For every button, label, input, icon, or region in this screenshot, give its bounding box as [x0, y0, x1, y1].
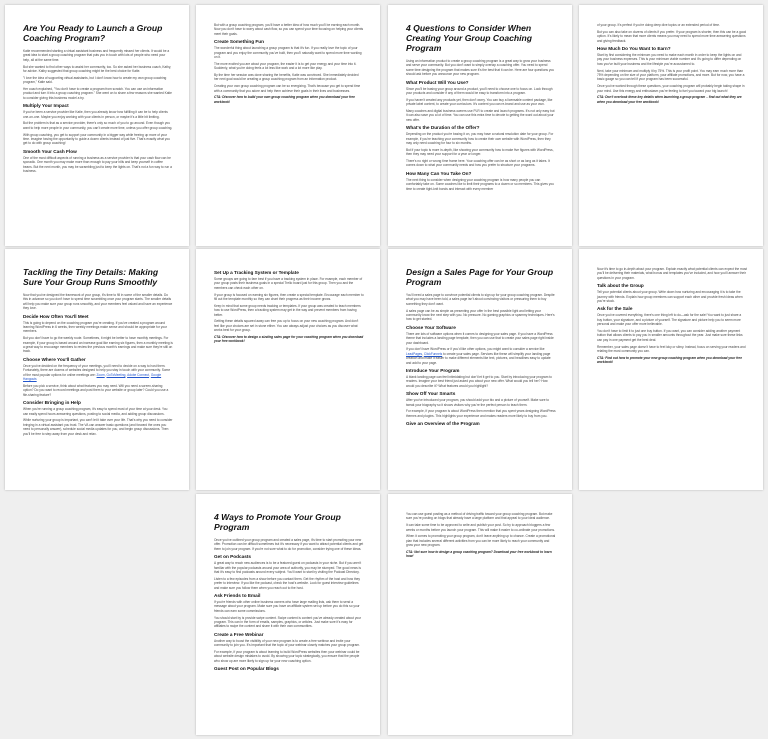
page-1: [5, 5, 189, 246]
paragraph: If your group is focused on earning six figures, then create a special template. Encourage each member to fill out the template monthly so they can chart their progress as their income grows.: [214, 292, 364, 302]
paragraph-text: Once you've decided on the frequency of your meetings, you'll need to decide on a way to host them. Fortunately, there are dozens of websites designed to help you stay in touch with your community. Some of the most popular options for online meetings are:: [23, 363, 171, 377]
paragraph: The wonderful thing about launching a group program is that it's fun. If you really love the topic of your program and you enjoy the community you've built, then you'll naturally want to spend more time working on it.: [214, 46, 362, 60]
paragraph: But she wanted to find other ways to assist her community, too. So she asked her business coach, Kathy, for advice. Kathy suggested that group coaching might be the best choice for Katie.: [23, 64, 172, 74]
paragraph: This is going to depend on the coaching program you're creating. If you've created a program around learning WordPress in 6 weeks, then weekly meetings make sense and should be appropriate for your members.: [23, 320, 167, 334]
paragraph: Some groups are going to fare best if you have a tracking system in place. For example, each member of your group posts their business goals in a special Trello board just for this group. Then you and the members can check each other on.: [214, 277, 363, 290]
paragraph: A great way to reach new audiences is to be a featured guest on podcasts in your niche. But if you aren't familiar with the popular podcasts around your area of authority, you may be stumped. The good news is that it's easy to find podcasts around every subject. You'll want to start by visiting the Podcast Directory.: [214, 561, 362, 575]
paragraph: Once you've worked through these questions, your coaching program will probably begin taking shape in your mind. Use this energy and enthusiasm you're feeling to fuel you toward your big launch!: [597, 84, 745, 93]
paragraph: Once you've covered everything, there's one thing left to do—ask for the sale! You want to just share a buy button, your signature, and a picture of yourself. The signature and picture help you to seem more personal and make your offer more believable.: [597, 313, 742, 327]
inline-link[interactable]: Adobe Connect: [127, 372, 150, 377]
call-to-action: CTA: Not sure how to design a group coaching program? Download your free workbook to learn how!: [406, 550, 552, 559]
paragraph: Keep in mind that some group needs tracking or templates. If your group was created to teach members how to use WordPress, then a tracking system may get in the way and prevent members from having better.: [214, 303, 361, 317]
paragraph: Creating your own group coaching program can be so energizing. That's because you get to spend time with a community that you adore and help them achieve their goals in their lives and businesses.: [214, 84, 361, 93]
page-5: [5, 249, 189, 490]
paragraph: Katie recommended starting a virtual assistant business and frequently missed her clients. It would be a great idea to start a group coaching program that puts you in touch with lots of people who need your help, all at the same time.: [23, 49, 170, 62]
section-heading: Guest Post on Popular Blogs: [214, 666, 279, 672]
section-heading: Multiply Your Impact: [23, 103, 69, 109]
page-8: [579, 249, 763, 490]
paragraph: A sales page can be as simple as presenting your offer in the best possible light and letting your community know the next step with you. No pressure. No gaming graphics or spammy techniques. Here's how to get started.: [406, 308, 555, 322]
paragraph: Many coaches and digital business owners use PLR to create and launch programs. It's not only easy but it can also save you a lot of time. You can use this extra time to devote to getting the word out about your new offer.: [406, 109, 555, 122]
section-heading: How Much Do You Want to Earn?: [597, 46, 671, 52]
page-10: [388, 494, 572, 735]
section-heading: Give an Overview of the Program: [406, 421, 480, 427]
paragraph: If you haven't created any products yet, then don't worry. You can buy a licensable content package, like private label content, to create your curriculum. It's content you can re-brand and use as your own.: [406, 97, 553, 107]
paragraph: Once you've outlined your group program and created a sales page, it's time to start promoting your new offer. Promotion can be difficult sometimes but it's necessary if you want to attract potential clients and get them to join your program. If you're not sure what to do for promotion, consider trying one of these ideas.: [214, 538, 364, 551]
paragraph: Before you pick a service, think about what features you may need. Will you need a screen-sharing option? Do you want to record meetings and post them to your website or group later? Could you use a file-sharing feature?: [23, 383, 169, 397]
paragraph: But you can also take on dozens of clients if you prefer. If your program is shorter, then this can be a good option. It's likely to mean that more clients means you may need to spend more time answering questions and giving feedback.: [597, 29, 747, 43]
section-heading: Ask for the Sale: [597, 306, 633, 312]
section-heading: Introduce Your Program: [406, 368, 460, 374]
section-heading: Decide How Often You'll Meet: [23, 313, 89, 319]
section-heading: Set Up a Tracking System or Template: [214, 270, 299, 275]
paragraph: But you don't have to go the weekly route. Sometimes, it might be better to have monthly meetings. For example, if your group is based around an increase goal like earning six figures, then a monthly meeting is a great way to encourage members to review the previous month's earnings and make sure they're still on track.: [23, 336, 173, 354]
section-heading: Choose Where You'll Gather: [23, 356, 86, 362]
section-heading: What Product Will You Use?: [406, 79, 469, 85]
paragraph: If you don't have WordPress or if you'd like other options, you might want to consider a service like LeadPages, ClickFunnels to create your sales page. Services like these will simplify your landing page creation and make it easier to make different elements like text, pictures, and headlines easy to update and add to your page.: [406, 347, 551, 365]
inline-link[interactable]: Zoom: [96, 372, 105, 377]
paragraph: If you're friends with other online business owners who have large mailing lists, ask them to send a message about your program. Make sure you have an affiliate system set up before you do this so your friends can earn some commissions.: [214, 600, 360, 613]
paragraph: There are lots of software options when it comes to designing your sales page. If you have a WordPress theme that includes a landing page template, then you can use that to create your sales page right inside your dashboard.: [406, 331, 554, 345]
inline-link[interactable]: ClickFunnels: [423, 351, 443, 356]
section-heading: Smooth Your Cash Flow: [23, 148, 77, 154]
paragraph: Tell your potential clients about your group. Write down how nurturing and encouraging it is to take the journey with friends. Explain how group members can support each other and provide fresh ideas when you're stuck.: [597, 290, 743, 304]
page-4: [579, 5, 763, 246]
call-to-action: CTA: Discover how to build your own group coaching program when you download your free workbook!: [214, 95, 355, 104]
paragraph: Start by first considering the minimum you need to make each month in order to keep the lights on and pay your business expenses. This is your minimum viable number and it's going to differ depending on how you've built your business and the lifestyle you're accustomed to.: [597, 53, 742, 66]
paragraph: But the problem is that as a service provider, there's only so much of you to go around. Even though you want to help more people in your community, you can't create more time, unless you offer group coaching.: [23, 121, 173, 130]
paragraph: But if your topic is more in-depth, like showing your community how to make five figures with WordPress, then they may need your support for a year or longer.: [406, 147, 554, 157]
paragraph: One of the most difficult aspects of running a business as a service provider is that your cash flow can be sporadic. One month you may make more than enough to pay your bills and keep yourself in coffee beans. But the next month, you may be scrambling just to keep the lights on. That's not a fun way to run a business.: [23, 155, 172, 174]
paragraph: You should start by is provide swipe content. Swipe content is content you've already created about your program. This can in the form of emails, samples, graphics, or articles. Just make sure it's easy for affiliates to swipe the content and share it with their own communities.: [214, 615, 362, 629]
section-heading: Get on Podcasts: [214, 554, 251, 560]
paragraph: of your group. It's perfect if you're doing deep dive topics or an extended period of time.: [597, 23, 720, 27]
paragraph: With group coaching, you get to support your community in a bigger way while freeing up more of your time. Imagine having the opportunity to guide a dozen clients instead of just five. That's exactly what you get to do with group coaching!: [23, 132, 170, 146]
paragraph: Listen to a few episodes from a show before you contact them. Get the rhythm of the host and how they prefer to interview. If you like the podcast, check the host's website. Look for guest interview guidelines and make sure you follow them when you reach out to the host.: [214, 576, 360, 590]
paragraph: When it comes to promoting your group program, don't leave anything up to chance. Create a promotional plan that includes several different activities from you can be more likely to reach your community and grow your new program.: [406, 534, 556, 548]
call-to-action: CTA: Discover how to design a sizzling sales page for your coaching program when you download your free workbook!: [214, 335, 364, 344]
section-heading: Create Something Fun: [214, 39, 265, 45]
paragraph: Getting these details squared away can free you up to focus on your new coaching program. And don't feel like your choices are set in stone either. You can always adjust your choices as you discover what works best for your group.: [214, 319, 359, 333]
call-to-action: CTA: Find out how to promote your new group coaching program when you download your free workbook!: [597, 355, 742, 365]
paragraph: "I love the idea of supporting virtual assistants, but I don't know how to create my own group coaching program," Katie said.: [23, 75, 167, 85]
section-heading: How Many Can You Take On?: [406, 170, 472, 176]
paragraph: While nurturing your group is important, you can't let it take over your life. That's why you need to consider bringing in a virtual assistant you trust. The VA can answer basic questions (and forward the ones you need to personally answer), schedule social media updates for you, and begin group discussions. Then you'll be free to step away from your desk and relax.: [23, 418, 173, 436]
paragraph: You'll need a sales page to convince potential clients to sign up for your group coaching program. Despite what you may have been told, a sales page isn't about convincing visitors or pressuring them to buy something they don't want.: [406, 293, 555, 306]
paragraph: Using an information product to create a group coaching program is a great way to grow your business and serve your community. But you don't want to simply overlap a coaching offer. You need to spend some time designing the program that makes sure it's the best that it can be. Here are four questions you should ask before you announce your new program.: [406, 59, 555, 77]
paragraph: When you're running a group coaching program, it's easy to spend most of your time at your desk. You can easily spend hours answering questions, posting to social media, and adding group discussions.: [23, 407, 168, 416]
paragraph-text: If you don't have WordPress or if you'd like other options, you might want to consider a service like: [406, 347, 545, 352]
paragraph: A blank landing page can feel intimidating but don't let it get to you. Start by introducing your program to readers. Imagine your best friend just asked you about your new offer. What would you tell her? How would you describe it? What features would you highlight?: [406, 375, 552, 388]
paragraph: But with a group coaching program, you'll have a better idea of how much you'll be earning each month. Now you don't have to worry about cash flow, so you can spend your time focusing on helping your clients meet their goals.: [214, 23, 364, 36]
paragraph: Depending on the product you're basing it on, you may have a natural resolution date for your group. For example, if you're teaching your community how to create their own website with WordPress, then they may only need coaching for four to six months.: [406, 132, 554, 146]
paragraph: The next thing to consider when designing your coaching program is how many people you can comfortably take on. Some coaches like to limit their programs to a dozen or so members. This gives you time to create tight-knit bonds and interact with every member: [406, 177, 554, 191]
paragraph: Another way to boost the visibility of your new program is to create a free webinar and invite your community to join you. It's important that the topic of your webinar closely matches your group program.: [214, 638, 360, 648]
page-title: 4 Questions to Consider When Creating Your Group Coaching Program: [406, 23, 533, 53]
page-6: [196, 249, 380, 490]
paragraph: For example, if your program is about learning to build WordPress websites then your webinar could be about website design mistakes to avoid. By showing your topic strategically, you ensure that the people who show up are more likely to sign up for your new coaching option.: [214, 650, 360, 663]
section-heading: Show Off Your Smarts: [406, 391, 456, 397]
paragraph: Her coach explained, "You don't have to create a program from scratch. You can use an information product and turn it into a group coaching program." She went on to share a few reasons she wanted Katie to consider giving this business model a try.: [23, 87, 172, 100]
paragraph-text: to create your sales page. Services like these will simplify your landing page creation and make it easier to make different elements like text, pictures, and headlines easy to update and add to your page.: [406, 351, 551, 365]
section-heading: Consider Bringing in Help: [23, 400, 81, 406]
paragraph: Since you'll be basing your group around a product, you'll need to choose one to focus on. Look through your products and consider if any of them would be easy to transform into a program.: [406, 86, 553, 96]
paragraph: Remember, your sales page doesn't have to feel icky or slimy. Instead, focus on serving your readers and relating the most community you can.: [597, 344, 746, 354]
paragraph: After you've introduced your program, you should add your bio and a picture of yourself. Make sure to tweak your biography so it shows visitors why you're the perfect person to teach them.: [406, 398, 550, 407]
paragraph: Now that you've designed the framework of your group, it's time to fill in some of the smaller details. Do this in advance so you don't have to spend time scrambling once your program starts. The smaller details will help you make sure your group runs smoothly, and your members feel valued and have an experience they love.: [23, 293, 173, 311]
section-heading: Talk about the Group: [597, 283, 644, 289]
page-2: [196, 5, 380, 246]
paragraph: Next, take your minimum and multiply it by 75%. This is your profit point. You may earn much more than 75% depending on the size of your platform, your affiliate promotions, and more. But for now, you have a basic gauge so you can tell if your program has been successful.: [597, 68, 745, 82]
page-title: Tackling the Tiny Details: Making Sure Your Group Runs Smoothly: [23, 267, 159, 287]
page-title: Design a Sales Page for Your Group Program: [406, 267, 554, 287]
inline-link[interactable]: Google Hangouts: [23, 372, 162, 382]
section-heading: Ask Friends to Email: [214, 593, 261, 599]
paragraph: By the time her session was done sharing the benefits, Katie was convinced. She immediately decided her next goal would be creating a group coaching program from an information product.: [214, 73, 359, 82]
inline-link[interactable]: GoToMeeting: [106, 372, 126, 377]
paragraph: There's no right or wrong time frame here. Your coaching offer can be as short or as long as it takes. It comes down to what your community needs and how you prefer to structure your programs.: [406, 159, 550, 168]
paragraph: You can use guest posting as a method of driving traffic toward your group coaching program. But make sure you're posting on blogs that already have a large platform and that appeal to your ideal audience.: [406, 512, 553, 521]
section-heading: Create a Free Webinar: [214, 631, 264, 637]
paragraph: If you've been a service provider like Katie, then you already know how fulfilling it can be to help clients one-on-one. Maybe you enjoy working with your clients in person, or maybe it's a little bit limiting.: [23, 110, 168, 119]
page-title: 4 Ways to Promote Your Group Program: [214, 512, 341, 532]
inline-link[interactable]: LeadPages: [406, 351, 423, 356]
page-9: [196, 494, 380, 735]
paragraph: The more excited you are about your program, the easier it is to get your energy and your time into it. Suddenly, what you're doing feels a lot less like work and a lot more like play.: [214, 61, 357, 71]
paragraph: It can take some time to be approved to write and publish your post. So try to approach bloggers a few weeks or months before you launch your program. This will make it easier to co-ordinate your promotions.: [406, 523, 555, 532]
paragraph: For example, if your program is about WordPress then mention that you spent years designing WordPress themes and plugins. This highlights your experience and makes readers more likely to buy from you.: [406, 409, 556, 418]
section-heading: Choose Your Software: [406, 324, 456, 330]
page-7: [388, 249, 572, 490]
paragraph: Now it's time to go in-depth about your program. Explain exactly what potential clients can expect the most you'll be delivering their materials, what bonus and templates you've included, and how you'll answer their questions in your program.: [597, 267, 747, 280]
page-title: Are You Ready to Launch a Group Coaching Program?: [23, 23, 163, 43]
paragraph: Once you've decided on the frequency of your meetings, you'll need to decide on a way to host them. Fortunately, there are dozens of websites designed to help you stay in touch with your community. Some of the most popular options for online meetings are: Zoom, GoToMeeting, Adobe Connect, Google Hangouts: [23, 363, 171, 382]
call-to-action: CTA: Don't overlook these key details when launching a group program – find out what they are when you download your free workbook!: [597, 95, 742, 104]
section-heading: What's the Duration of the Offer?: [406, 125, 480, 131]
paragraph: You don't have to limit it to just one buy button. If you want, you can consider adding another payment button that allows clients to pay you in smaller amounts throughout the year. Just make sure these links can pay in one payment get the best deal.: [597, 329, 743, 342]
page-3: [388, 5, 572, 246]
